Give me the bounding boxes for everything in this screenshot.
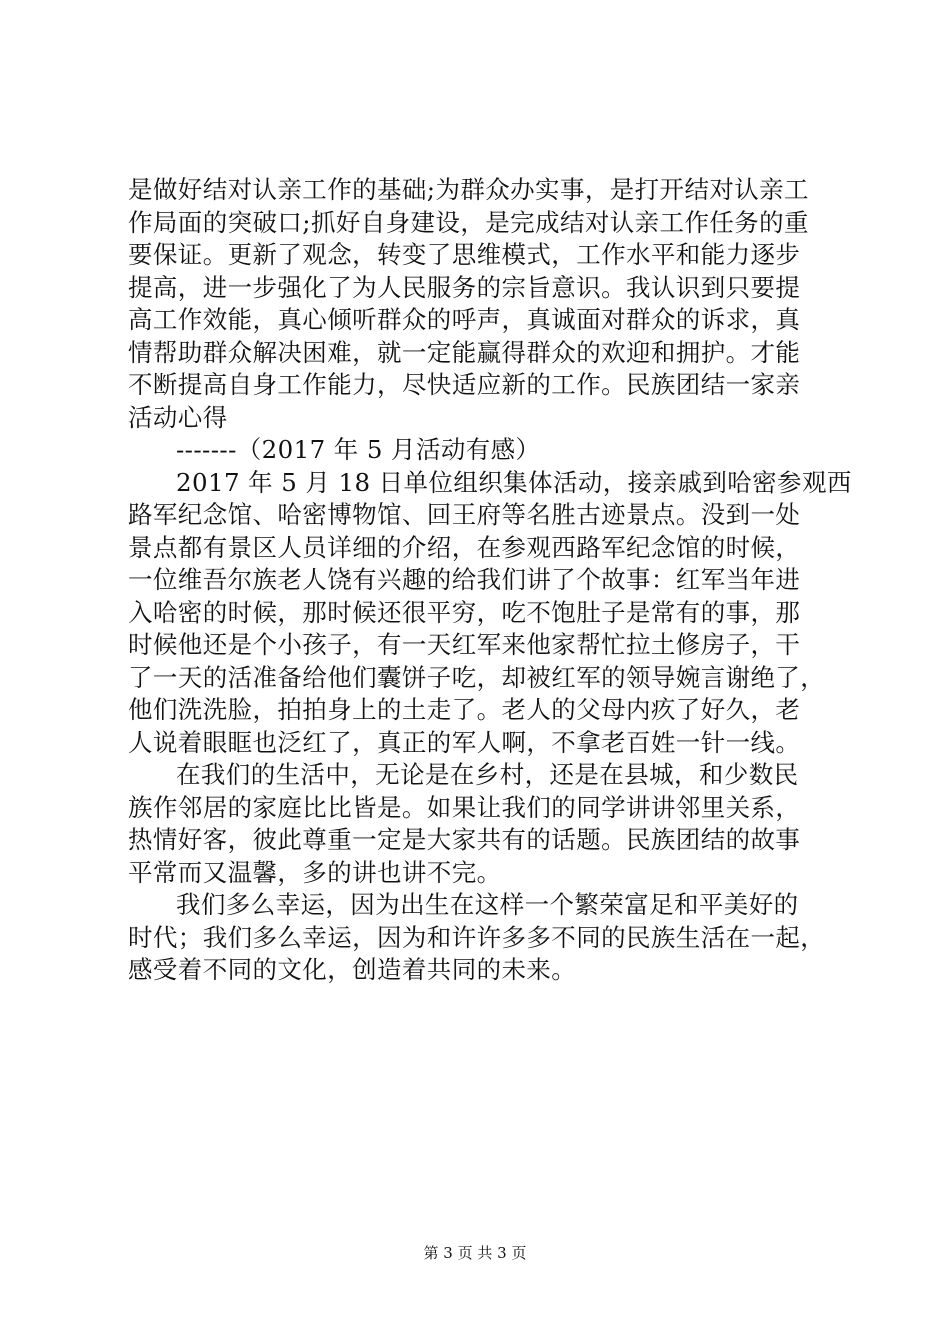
text-line: 情帮助群众解决困难，就一定能赢得群众的欢迎和拥护。才能 xyxy=(128,337,801,367)
text-line: 时代；我们多么幸运，因为和许许多多不同的民族生活在一起， xyxy=(128,922,826,952)
text-line: 路军纪念馆、哈密博物馆、回王府等名胜古迹景点。没到一处 xyxy=(128,500,801,529)
text-line: 人说着眼眶也泛红了，真正的军人啊，不拿老百姓一针一线。 xyxy=(128,727,801,757)
page-footer: 第 3 页 共 3 页 xyxy=(423,1244,527,1262)
text-line: 一位维吾尔族老人饶有兴趣的给我们讲了个故事：红军当年进 xyxy=(128,565,801,594)
text-line: 了一天的活准备给他们囊饼子吃，却被红军的领导婉言谢绝了， xyxy=(128,662,826,692)
text-line: 作局面的突破口;抓好自身建设，是完成结对认亲工作任务的重 xyxy=(128,207,809,237)
text-line: 我们多么幸运，因为出生在这样一个繁荣富足和平美好的 xyxy=(176,890,799,919)
text-line: 感受着不同的文化，创造着共同的未来。 xyxy=(128,955,577,984)
text-line: 是做好结对认亲工作的基础;为群众办实事，是打开结对认亲工 xyxy=(128,175,809,204)
text-line: 不断提高自身工作能力，尽快适应新的工作。民族团结一家亲 xyxy=(128,370,801,399)
text-line: 入哈密的时候，那时候还很平穷，吃不饱肚子是常有的事，那 xyxy=(128,597,801,627)
text-line: 景点都有景区人员详细的介绍，在参观西路军纪念馆的时候， xyxy=(128,532,801,562)
section-subtitle: -------（2017 年 5 月活动有感） xyxy=(176,435,541,464)
body-text xyxy=(128,174,852,987)
text-line: 平常而又温馨，多的讲也讲不完。 xyxy=(128,857,502,887)
text-line: 高工作效能，真心倾听群众的呼声，真诚面对群众的诉求，真 xyxy=(128,305,801,334)
text-line: 提高，进一步强化了为人民服务的宗旨意识。我认识到只要提 xyxy=(128,272,801,302)
text-line: 族作邻居的家庭比比皆是。如果让我们的同学讲讲邻里关系， xyxy=(128,792,801,822)
text-line: 热情好客，彼此尊重一定是大家共有的话题。民族团结的故事 xyxy=(128,825,801,854)
text-line: 时候他还是个小孩子，有一天红军来他家帮忙拉土修房子，干 xyxy=(128,630,801,659)
text-line: 他们洗洗脸，拍拍身上的土走了。老人的父母内疚了好久，老 xyxy=(128,695,801,724)
text-line: 在我们的生活中，无论是在乡村，还是在县城，和少数民 xyxy=(176,760,799,789)
text-line: 要保证。更新了观念，转变了思维模式，工作水平和能力逐步 xyxy=(128,240,801,269)
section-title: 活动心得 xyxy=(128,402,228,432)
text-line: 2017 年 5 月 18 日单位组织集体活动，接亲戚到哈密参观西 xyxy=(176,467,852,497)
